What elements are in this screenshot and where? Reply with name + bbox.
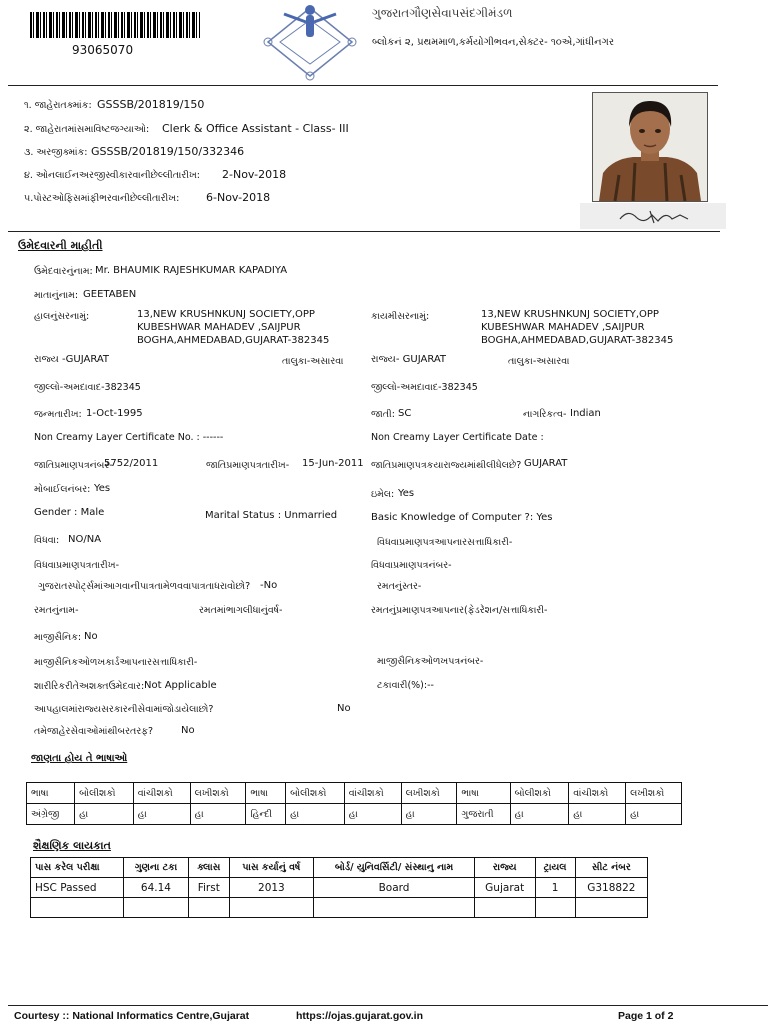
table-header-cell: રાજ્ય: [474, 858, 535, 878]
table-header-row: [31, 858, 648, 878]
table-header-cell: લખીશકો: [626, 783, 682, 804]
permanent-address-line: KUBESHWAR MAHADEV ,SAIJPUR: [481, 322, 645, 333]
mobile-label: મોબાઈલનંબર:: [34, 484, 91, 495]
table-header-cell: પાસ કર્યાનું વર્ષ: [229, 858, 314, 878]
email-label: ઇમેલ:: [371, 489, 395, 500]
caste-cert-label: જાતિપ્રમાણપત્રનંબર-: [34, 460, 113, 471]
table-cell: હા: [401, 804, 457, 825]
education-section-title: શૈક્ષણિક લાયકાત: [33, 839, 111, 852]
table-cell: G318822: [575, 878, 647, 898]
nationality-label: નાગરિકત્વ-: [523, 409, 567, 420]
table-cell: 2013: [229, 878, 314, 898]
mobile-value: Yes: [94, 483, 111, 494]
widow-value: NO/NA: [68, 534, 102, 545]
disability-value: Not Applicable: [144, 680, 217, 691]
org-name: ગુજરાતગૌણસેવાપસંદગીમંડળ: [372, 6, 513, 20]
caste-cert-date-value: 15-Jun-2011: [302, 458, 364, 469]
footer-link[interactable]: https://ojas.gujarat.gov.in: [296, 1010, 423, 1022]
header-divider: [8, 85, 718, 86]
footer-courtesy: Courtesy :: National Informatics Centre,Gujarat: [14, 1010, 250, 1022]
marital-status: Marital Status : Unmarried: [205, 510, 338, 521]
table-header-cell: બોલીશકો: [75, 783, 134, 804]
board-logo-icon: [262, 2, 358, 82]
disability-label: શારીરિકરીતેઅશક્તઉમેદવાર:: [34, 681, 145, 692]
table-header-cell: ક્લાસ: [188, 858, 229, 878]
app-no-label: ૩. અરજીક્માંક:: [24, 147, 88, 158]
nationality-value: Indian: [570, 408, 601, 419]
table-header-cell: ગુણના ટકા: [123, 858, 188, 878]
last-date-label: ૪. ઓનલાઈનઅરજીસ્વીકારવાનીછેલ્લીતારીખ:: [24, 170, 200, 181]
table-header-cell: લખીશકો: [190, 783, 246, 804]
widow-cert-no: વિધવાપ્રમાણપત્રનંબર-: [371, 560, 452, 571]
ncl-number: Non Creamy Layer Certificate No. : ------: [34, 432, 224, 443]
table-cell: હા: [569, 804, 626, 825]
state-right: રાજ્ય- GUJARAT: [371, 354, 447, 365]
sports-answer: -No: [260, 580, 278, 591]
widow-date: વિધવાપ્રમાણપત્રતારીખ-: [34, 560, 119, 571]
caste-cert-date-label: જાતિપ્રમાણપત્રતારીખ-: [206, 460, 290, 471]
table-row: [27, 804, 682, 825]
gender: Gender : Male: [34, 507, 105, 518]
taluka-left: તાલુકા-અસારવા: [282, 356, 344, 367]
post-value: Clerk & Office Assistant - Class- III: [162, 122, 349, 135]
permanent-address-line: BOGHA,AHMEDABAD,GUJARAT-382345: [481, 335, 674, 346]
footer-page-number: Page 1 of 2: [618, 1010, 674, 1022]
table-header-row: [27, 783, 682, 804]
post-label: ૨. જાહેરાતમાંસમાવિષ્ટજગ્યાઓ:: [24, 124, 150, 135]
mother-label: માતાનુંનામ:: [34, 290, 79, 301]
taluka-right: તાલુકા-અસારવા: [508, 356, 570, 367]
fee-date-label: ૫.પોસ્ટઓફિસમાંફીભરવાનીછેલ્લીતારીખ:: [24, 193, 180, 204]
table-cell: Gujarat: [474, 878, 535, 898]
caste-label: જાતી:: [371, 409, 395, 420]
table-header-cell: વાંચીશકો: [569, 783, 626, 804]
table-cell: હા: [133, 804, 190, 825]
education-table: [30, 857, 648, 918]
permanent-address-label: કાયમીસરનામું:: [371, 311, 430, 322]
table-cell: હા: [510, 804, 569, 825]
ex-serviceman-authority: માજીસૈનિકઓળખકાર્ડઆપનારસત્તાધિકારી-: [34, 657, 198, 668]
adv-no-label: ૧. જાહેરાતક્માંક:: [24, 100, 92, 111]
table-header-cell: ટ્રાયલ: [535, 858, 575, 878]
candidate-section-title: ઉમેદવારની માહીતી: [18, 239, 103, 252]
barcode-number: 93065070: [72, 43, 134, 57]
ex-serviceman-card: માજીસૈનિકઓળખપત્રનંબર-: [377, 656, 484, 667]
caste-value: SC: [398, 408, 412, 419]
caste-cert-value: 5752/2011: [104, 458, 159, 469]
table-cell: Board: [314, 878, 475, 898]
dismissed-question: તમેજાહેરસેવાઓમાંથીબરતરફ?: [34, 726, 154, 737]
computer-knowledge: Basic Knowledge of Computer ?: Yes: [371, 512, 553, 523]
footer-divider: [8, 1005, 768, 1006]
signature-image: [580, 203, 726, 229]
table-header-cell: ભાષા: [246, 783, 286, 804]
state-left: રાજ્ય -GUJARAT: [34, 354, 110, 365]
table-cell: હા: [344, 804, 401, 825]
district-right: જીલ્લો-અમદાવાદ-382345: [371, 382, 478, 393]
table-header-cell: બોલીશકો: [510, 783, 569, 804]
dob-value: 1-Oct-1995: [86, 408, 143, 419]
email-value: Yes: [398, 488, 415, 499]
table-cell: 64.14: [123, 878, 188, 898]
table-row: [31, 898, 648, 918]
table-header-cell: બોલીશકો: [286, 783, 345, 804]
current-address-line: KUBESHWAR MAHADEV ,SAIJPUR: [137, 322, 301, 333]
table-header-cell: બોર્ડ/ યુનિવર્સિટી/ સંસ્થાનુ નામ: [314, 858, 475, 878]
ex-serviceman-label: માજીસૈનિક:: [34, 632, 82, 643]
table-header-cell: ભાષા: [27, 783, 75, 804]
caste-cert-state-value: GUJARAT: [524, 458, 568, 469]
last-date-value: 2-Nov-2018: [222, 168, 287, 181]
table-cell: 1: [535, 878, 575, 898]
candidate-photo: [592, 92, 708, 202]
app-no-value: GSSSB/201819/150/332346: [91, 145, 245, 158]
mother-name: GEETABEN: [83, 289, 137, 300]
table-cell: હા: [626, 804, 682, 825]
sports-cert-authority: રમતનુંપ્રમાણપત્રઆપનાર(ફેડરેશન/સત્તાધિકારી-: [371, 605, 548, 616]
disability-percent: ટકાવારી(%):--: [377, 680, 434, 691]
district-left: જીલ્લો-અમદાવાદ-382345: [34, 382, 141, 393]
table-cell: અંગ્રેજી: [27, 804, 75, 825]
permanent-address-line: 13,NEW KRUSHNKUNJ SOCIETY,OPP: [481, 309, 659, 320]
ex-serviceman-value: No: [84, 631, 98, 642]
candidate-name: Mr. BHAUMIK RAJESHKUMAR KAPADIYA: [95, 265, 288, 276]
table-cell: હા: [286, 804, 345, 825]
current-address-label: હાલનુંસરનામું:: [34, 311, 90, 322]
languages-section-title: જાણતા હોય તે ભાષાઓ: [31, 753, 128, 764]
govt-service-question: આપહાલમાંરાજ્યસરકારનીસેવામાંજોડાયેલાછો?: [34, 704, 214, 715]
name-label: ઉમેદવારનુંનામ:: [34, 266, 93, 277]
table-header-cell: વાંચીશકો: [344, 783, 401, 804]
table-row: [31, 878, 648, 898]
table-cell: હા: [75, 804, 134, 825]
table-cell: First: [188, 878, 229, 898]
table-cell: હિન્દી: [246, 804, 286, 825]
dismissed-answer: No: [181, 725, 195, 736]
ncl-date: Non Creamy Layer Certificate Date :: [371, 432, 544, 443]
org-address: બ્લોકનં ૨, પ્રથમમાળ,કર્મયોગીભવન,સેક્ટર- ૧૦એ,ગાંધીનગર: [372, 37, 615, 48]
table-cell: ગુજરાતી: [457, 804, 510, 825]
caste-cert-state-label: જાતિપ્રમાણપત્રકયારાજ્યમાંથીલીધેલછે?: [371, 460, 522, 471]
table-header-cell: સીટ નંબર: [575, 858, 647, 878]
sports-name: રમતનુંનામ-: [34, 605, 79, 616]
table-header-cell: ભાષા: [457, 783, 510, 804]
widow-label: વિધવા:: [34, 535, 60, 546]
current-address-line: BOGHA,AHMEDABAD,GUJARAT-382345: [137, 335, 330, 346]
table-header-cell: વાંચીશકો: [133, 783, 190, 804]
barcode: [30, 12, 200, 38]
sports-level: રમતનુંસ્તર-: [377, 581, 422, 592]
table-cell: HSC Passed: [31, 878, 124, 898]
fee-date-value: 6-Nov-2018: [206, 191, 271, 204]
languages-table: [26, 782, 682, 825]
widow-authority: વિધવાપ્રમાણપત્રઆપનારસત્તાધિકારી-: [377, 537, 513, 548]
current-address-line: 13,NEW KRUSHNKUNJ SOCIETY,OPP: [137, 309, 315, 320]
sports-question: ગુજરાતસ્પોર્ટ્સમાંઆગવાનીપાત્રતામેળવવાપાત્રતાધરાવોછો?: [38, 581, 251, 592]
adv-no-value: GSSSB/201819/150: [97, 98, 205, 111]
govt-service-answer: No: [337, 703, 351, 714]
dob-label: જન્મતારીખ:: [34, 409, 82, 420]
table-header-cell: પાસ કરેલ પરીક્ષા: [31, 858, 124, 878]
section-divider: [8, 231, 720, 232]
sports-year: રમતમાંભાગલીધાનુંવર્ષ-: [199, 605, 283, 616]
table-cell: હા: [190, 804, 246, 825]
table-header-cell: લખીશકો: [401, 783, 457, 804]
